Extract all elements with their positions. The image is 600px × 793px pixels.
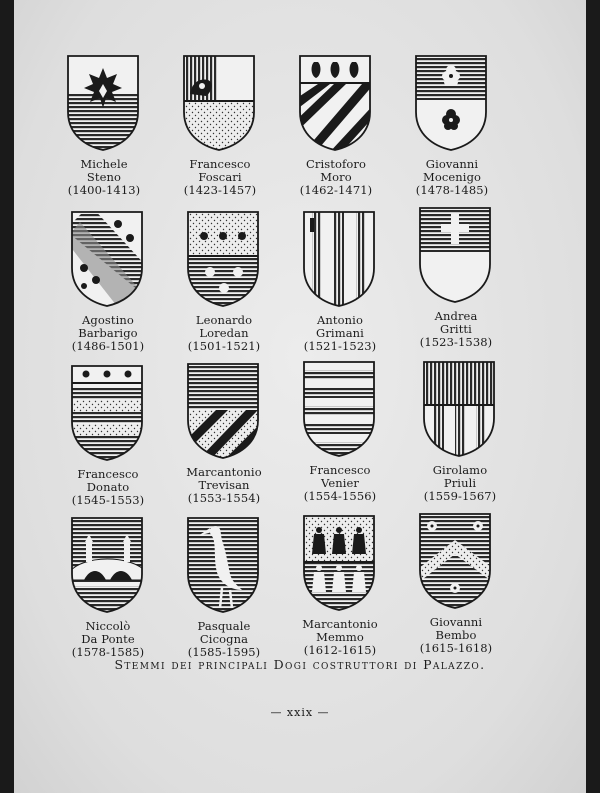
doge-first-name: Marcantonio xyxy=(302,617,378,631)
coat-of-arms-priuli xyxy=(396,360,524,503)
shield-priuli-icon xyxy=(422,360,498,458)
doge-years: (1486-1501) xyxy=(71,339,145,353)
coat-of-arms-da-ponte xyxy=(44,516,172,659)
doge-last-name: Moro xyxy=(320,170,352,184)
coat-of-arms-gritti xyxy=(392,206,520,349)
doge-years: (1423-1457) xyxy=(183,183,257,197)
doge-last-name: Steno xyxy=(86,170,122,184)
doge-last-name: Bembo xyxy=(435,628,477,642)
shield-foscari-icon xyxy=(182,54,258,152)
shield-venier-icon xyxy=(302,360,378,458)
shield-steno-icon xyxy=(66,54,142,152)
doge-years: (1554-1556) xyxy=(303,489,377,503)
page-number: — xxix — xyxy=(270,706,330,719)
doge-years: (1523-1538) xyxy=(419,335,493,349)
shield-memmo-icon xyxy=(302,514,378,612)
doge-last-name: Mocenigo xyxy=(422,170,482,184)
coat-of-arms-cicogna xyxy=(160,516,288,659)
doge-last-name: Da Ponte xyxy=(81,632,135,646)
doge-first-name: Antonio xyxy=(317,313,363,327)
coat-of-arms-mocenigo xyxy=(388,54,516,197)
shield-grimani-icon xyxy=(302,210,378,308)
doge-years: (1615-1618) xyxy=(419,641,493,655)
doge-years: (1478-1485) xyxy=(415,183,489,197)
figure-caption: Stemmi dei principali Dogi costruttori di Palazzo. xyxy=(114,657,486,672)
doge-years: (1553-1554) xyxy=(187,491,261,505)
doge-first-name: Pasquale xyxy=(197,619,251,633)
doge-first-name: Cristoforo xyxy=(305,157,367,171)
doge-last-name: Venier xyxy=(320,476,360,490)
doge-first-name: Agostino xyxy=(82,313,134,327)
coat-of-arms-moro xyxy=(272,54,400,197)
doge-first-name: Francesco xyxy=(77,467,139,481)
doge-years: (1559-1567) xyxy=(423,489,497,503)
doge-last-name: Foscari xyxy=(198,170,242,184)
shield-cicogna-icon xyxy=(186,516,262,614)
shield-donato-icon xyxy=(70,364,146,462)
shield-trevisan-icon xyxy=(186,362,262,460)
shield-moro-icon xyxy=(298,54,374,152)
doge-last-name: Loredan xyxy=(199,326,249,340)
doge-first-name: Andrea xyxy=(434,309,478,323)
shield-da-ponte-icon xyxy=(70,516,146,614)
doge-last-name: Trevisan xyxy=(198,478,250,492)
doge-years: (1521-1523) xyxy=(303,339,377,353)
doge-last-name: Donato xyxy=(86,480,130,494)
coat-of-arms-steno xyxy=(40,54,168,197)
doge-first-name: Marcantonio xyxy=(186,465,262,479)
shield-loredan-icon xyxy=(186,210,262,308)
doge-years: (1612-1615) xyxy=(303,643,377,657)
coat-of-arms-donato xyxy=(44,364,172,507)
doge-years: (1400-1413) xyxy=(67,183,141,197)
doge-years: (1501-1521) xyxy=(187,339,261,353)
doge-first-name: Giovanni xyxy=(429,615,483,629)
coat-of-arms-loredan xyxy=(160,210,288,353)
doge-years: (1585-1595) xyxy=(187,645,261,659)
doge-first-name: Francesco xyxy=(189,157,251,171)
doge-last-name: Barbarigo xyxy=(78,326,138,340)
coat-of-arms-bembo xyxy=(392,512,520,655)
doge-first-name: Girolamo xyxy=(432,463,488,477)
doge-last-name: Grimani xyxy=(316,326,364,340)
coat-of-arms-memmo xyxy=(276,514,404,657)
shield-bembo-icon xyxy=(418,512,494,610)
doge-first-name: Leonardo xyxy=(195,313,253,327)
doge-first-name: Giovanni xyxy=(425,157,479,171)
coat-of-arms-venier xyxy=(276,360,404,503)
shield-gritti-icon xyxy=(418,206,494,304)
coat-of-arms-grimani xyxy=(276,210,404,353)
doge-years: (1578-1585) xyxy=(71,645,145,659)
doge-first-name: Niccolò xyxy=(85,619,131,633)
doge-years: (1462-1471) xyxy=(299,183,373,197)
doge-first-name: Francesco xyxy=(309,463,371,477)
book-page xyxy=(14,0,586,793)
coat-of-arms-barbarigo xyxy=(44,210,172,353)
doge-last-name: Priuli xyxy=(443,476,477,490)
shield-mocenigo-icon xyxy=(414,54,490,152)
shield-barbarigo-icon xyxy=(70,210,146,308)
coat-of-arms-foscari xyxy=(156,54,284,197)
doge-first-name: Michele xyxy=(80,157,128,171)
coat-of-arms-trevisan xyxy=(160,362,288,505)
doge-last-name: Cicogna xyxy=(199,632,249,646)
doge-years: (1545-1553) xyxy=(71,493,145,507)
doge-last-name: Gritti xyxy=(440,322,472,336)
doge-last-name: Memmo xyxy=(316,630,364,644)
